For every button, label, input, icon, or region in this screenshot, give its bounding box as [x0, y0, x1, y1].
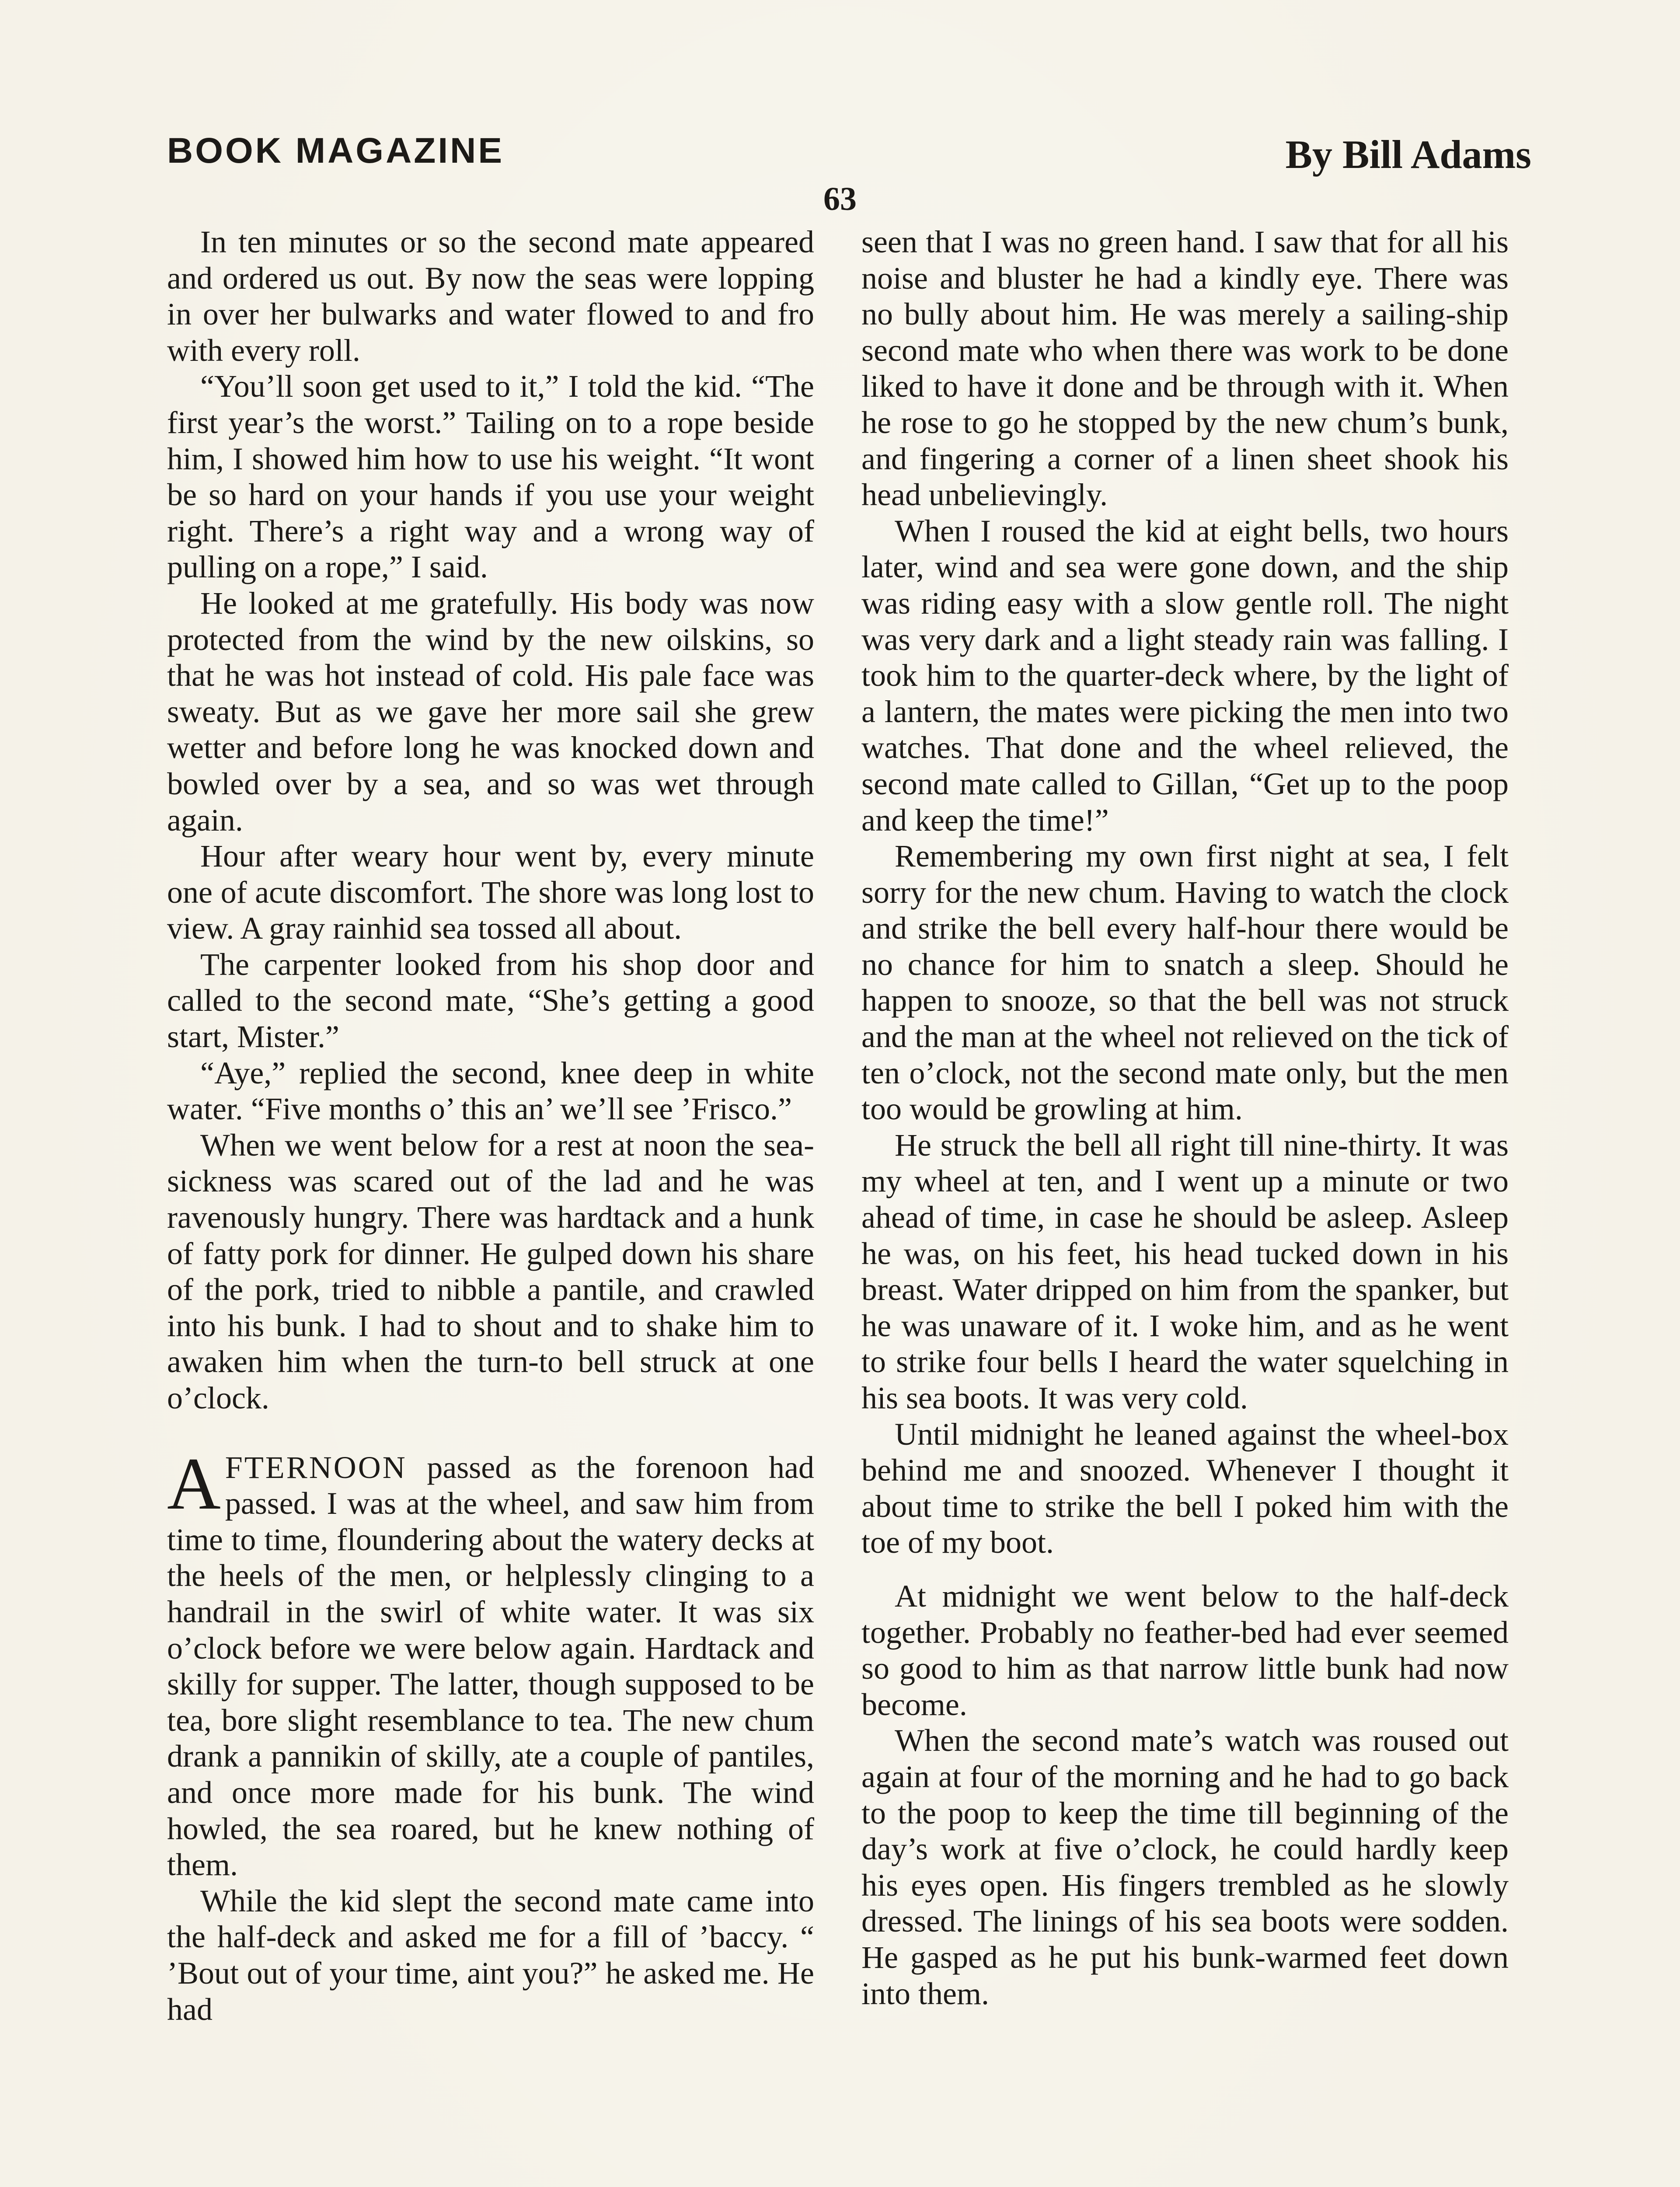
drop-cap: A: [167, 1442, 221, 1525]
paragraph: seen that I was no green hand. I saw that for all his noise and bluster he had a kindly eye. There was no bully about him. He was merely a sailing-ship second mate who when there was work to be done liked to have it done and be through with it. When he rose to go he stopped by the new chum’s bunk, and fingering a corner of a linen sheet shook his head unbelievingly.: [861, 224, 1509, 513]
section-paragraph: [167, 1442, 814, 1883]
small-caps-lead: FTERNOON: [225, 1450, 407, 1485]
paragraph: In ten minutes or so the second mate appeared and ordered us out. By now the seas were lopping in over her bulwarks and water flowed to and fro with every roll.: [167, 224, 814, 368]
paragraph: The carpenter looked from his shop door and called to the second mate, “She’s getting a good start, Mister.”: [167, 947, 814, 1055]
right-column: [861, 224, 1509, 2012]
paragraph: He looked at me gratefully. His body was now protected from the wind by the new oilskins, so that he was hot instead of cold. His pale face was sweaty. But as we gave her more sail she grew wetter and before long he was knocked down and bowled over by a sea, and so was wet through again.: [167, 585, 814, 838]
paragraph-text: passed as the forenoon had passed. I was at the wheel, and saw him from time to time, floundering about the watery decks at the heels of the men, or helplessly clinging to a handrail in the swirl of white water. It was six o’clock before we were below again. Hardtack and skilly for supper. The latter, though supposed to be tea, bore slight resemblance to tea. The new chum drank a pannikin of skilly, ate a couple of pantiles, and once more made for his bunk. The wind howled, the sea roared, but he knew nothing of them.: [167, 1450, 814, 1883]
paragraph: While the kid slept the second mate came into the half-deck and asked me for a fill of ’baccy. “ ’Bout out of your time, aint you?” he asked me. He had: [167, 1883, 814, 2027]
page-number: 63: [823, 181, 857, 217]
paragraph: Until midnight he leaned against the wheel-box behind me and snoozed. Whenever I thought it about time to strike the bell I poked him with the toe of my boot.: [861, 1416, 1509, 1560]
paragraph: “You’ll soon get used to it,” I told the kid. “The first year’s the worst.” Tailing on to a rope beside him, I showed him how to use his weight. “It wont be so hard on your hands if you use your weight right. There’s a right way and a wrong way of pulling on a rope,” I said.: [167, 369, 814, 585]
magazine-title: BOOK MAGAZINE: [167, 131, 505, 171]
paragraph: He struck the bell all right till nine-thirty. It was my wheel at ten, and I went up a minute or two ahead of time, in case he should be asleep. Asleep he was, on his feet, his head tucked down in his breast. Water dripped on him from the spanker, but he was unaware of it. I woke him, and as he went to strike four bells I heard the water squelching in his sea boots. It was very cold.: [861, 1127, 1509, 1415]
paragraph: At midnight we went below to the half-deck together. Probably no feather-bed had ever seemed so good to him as that narrow little bunk had now become.: [861, 1578, 1509, 1722]
left-column: [167, 224, 814, 2027]
paragraph: “Aye,” replied the second, knee deep in white water. “Five months o’ this an’ we’ll see ’Frisco.”: [167, 1055, 814, 1127]
author-byline: By Bill Adams: [1285, 132, 1531, 177]
paragraph: When I roused the kid at eight bells, two hours later, wind and sea were gone down, and the ship was riding easy with a slow gentle roll. The night was very dark and a light steady rain was falling. I took him to the quarter-deck where, by the light of a lantern, the mates were picking the men into two watches. That done and the wheel relieved, the second mate called to Gillan, “Get up to the poop and keep the time!”: [861, 513, 1509, 838]
paragraph: Remembering my own first night at sea, I felt sorry for the new chum. Having to watch the clock and strike the bell every half-hour there would be no chance for him to snatch a sleep. Should he happen to snooze, so that the bell was not struck and the man at the wheel not relieved on the tick of ten o’clock, not the second mate only, but the men too would be growling at him.: [861, 838, 1509, 1127]
paragraph: Hour after weary hour went by, every minute one of acute discomfort. The shore was long lost to view. A gray rainhid sea tossed all about.: [167, 838, 814, 946]
paragraph: When the second mate’s watch was roused out again at four of the morning and he had to go back to the poop to keep the time till beginning of the day’s work at five o’clock, he could hardly keep his eyes open. His fingers trembled as he slowly dressed. The linings of his sea boots were sodden. He gasped as he put his bunk-warmed feet down into them.: [861, 1723, 1509, 2011]
paragraph: When we went below for a rest at noon the sea-sickness was scared out of the lad and he was ravenously hungry. There was hardtack and a hunk of fatty pork for dinner. He gulped down his share of the pork, tried to nibble a pantile, and crawled into his bunk. I had to shout and to shake him to awaken him when the turn-to bell struck at one o’clock.: [167, 1127, 814, 1415]
